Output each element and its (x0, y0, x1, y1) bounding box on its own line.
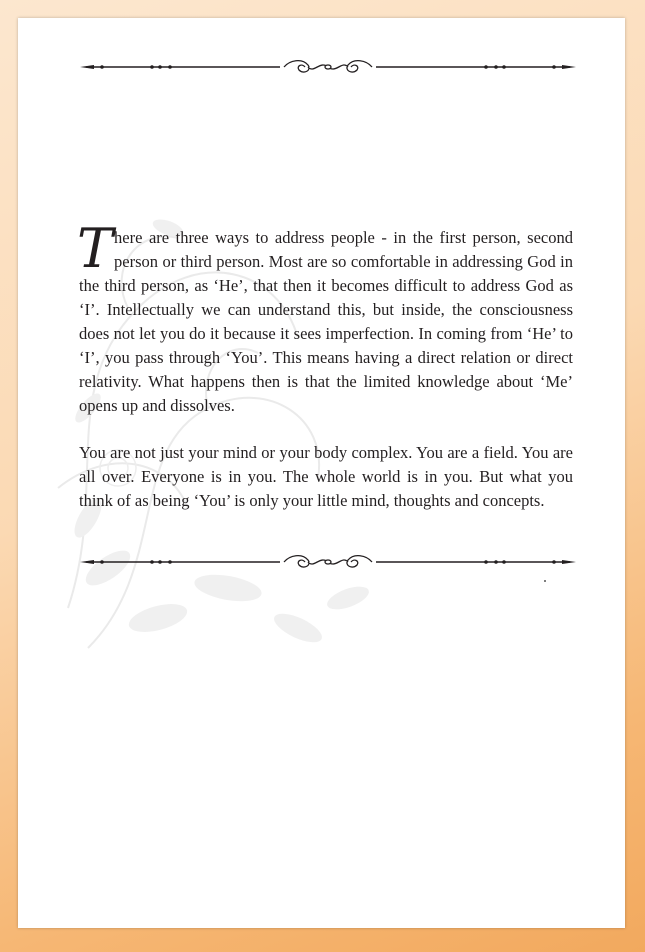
body-text (77, 217, 573, 513)
paragraph-2: You are not just your mind or your body complex. You are a field. You are all over. Everyone is in you. The whole world is in you. But what you think of as being ‘You’ is only your little mind, thoughts and concepts. (79, 443, 573, 510)
paragraph-1-text: here are three ways to address people - in the first person, second person or third person. Most are so comfortable in addressing God in the third person, as ‘He’, that then it becomes difficult to address God as ‘I’. Intellectually we can understand this, but inside, the consciousness does not let you do it because it sees imperfection. In coming from ‘He’ to ‘I’, you pass through ‘You’. This means having a direct relation or direct relativity. What happens then is that the limited knowledge about ‘Me’ opens up and dissolves. (79, 228, 573, 415)
bottom-ornamental-divider-icon (80, 551, 576, 573)
decorative-dot (544, 580, 546, 582)
drop-cap: T (77, 217, 114, 280)
top-ornamental-divider-icon (80, 56, 576, 78)
book-page (18, 18, 625, 928)
paragraph-1 (77, 217, 573, 418)
